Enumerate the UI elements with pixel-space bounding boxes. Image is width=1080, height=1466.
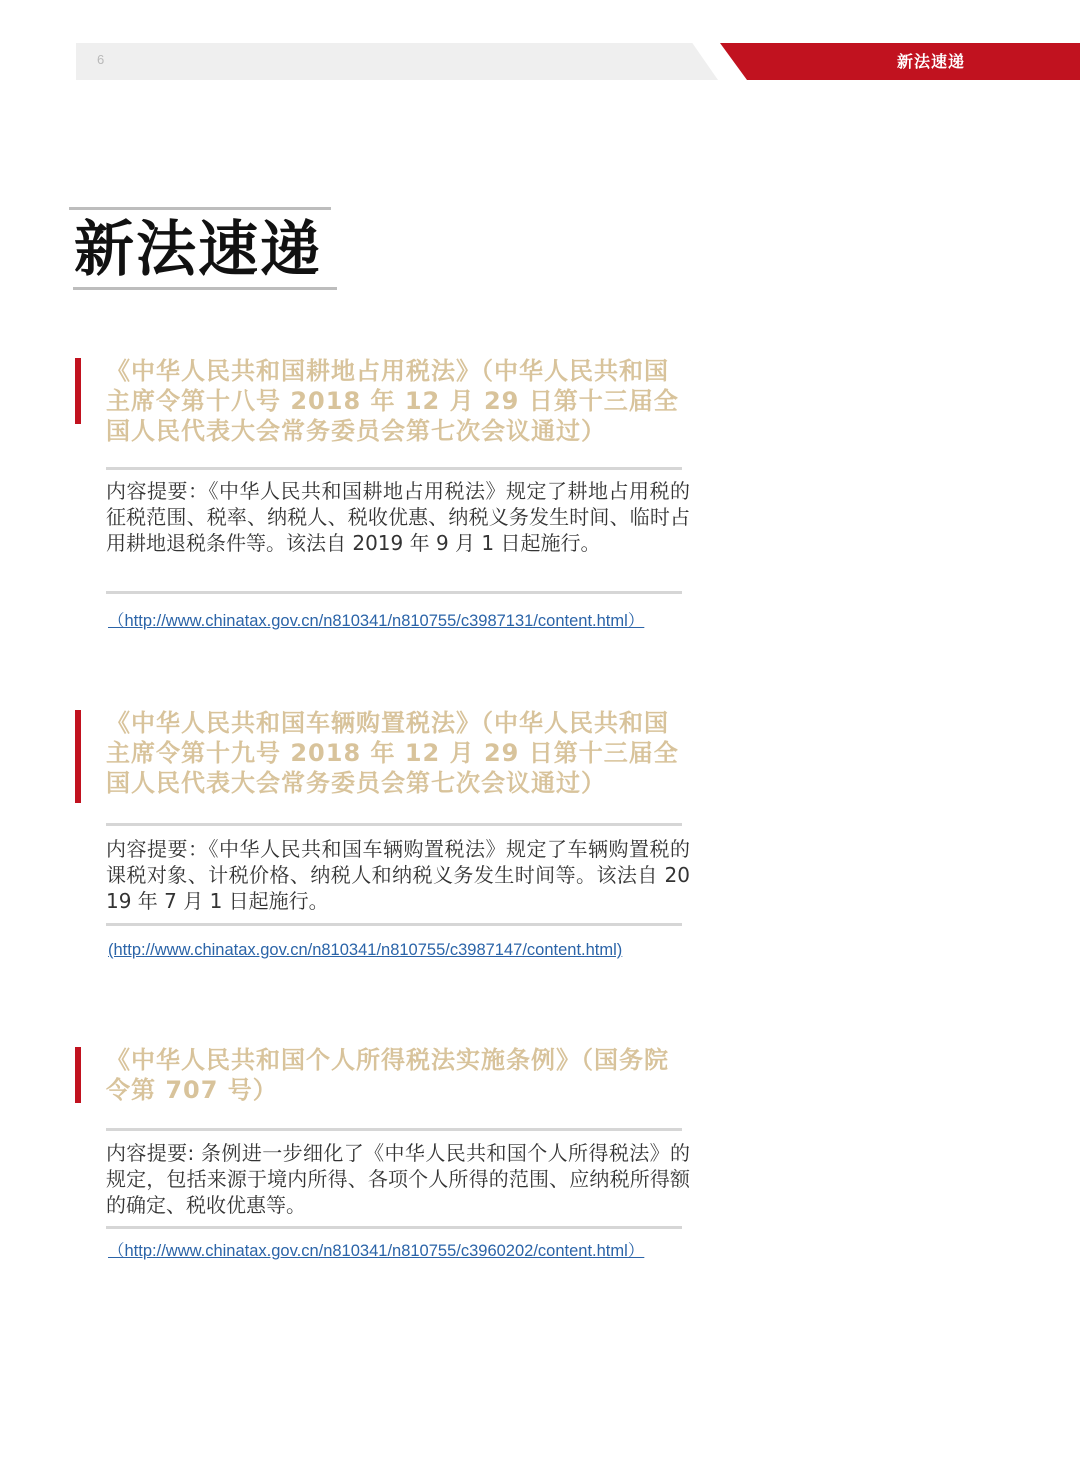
entry-summary: 内容提要: 条例进一步细化了《中华人民共和国个人所得税法》的规定，包括来源于境内所得、各项个人所得的范围、应纳税所得额的确定、税收优惠等。 <box>106 1141 690 1217</box>
entry-accent-bar <box>75 710 81 803</box>
entry-summary: 内容提要：《中华人民共和国耕地占用税法》规定了耕地占用税的征税范围、税率、纳税人、税收优惠、纳税义务发生时间、临时占用耕地退税条件等。该法自 2019 年 9 月 1 日起施行。 <box>106 479 690 555</box>
page-title: 新法速递 <box>74 215 322 285</box>
entry-divider <box>106 923 682 926</box>
header-section-label: 新法速递 <box>897 52 966 71</box>
entry-divider <box>106 823 682 826</box>
entry-accent-bar <box>75 1047 81 1103</box>
entry-accent-bar <box>75 358 81 424</box>
title-rule-bottom <box>73 287 337 290</box>
entry-summary: 内容提要：《中华人民共和国车辆购置税法》规定了车辆购置税的课税对象、计税价格、纳税人和纳税义务发生时间等。该法自 2019 年 7 月 1 日起施行。 <box>106 837 690 913</box>
entry-heading: 《中华人民共和国车辆购置税法》（中华人民共和国主席令第十九号 2018 年 12 月 29 日第十三届全国人民代表大会常务委员会第七次会议通过） <box>106 709 679 797</box>
entry-divider <box>106 1226 682 1229</box>
entry-divider <box>106 591 682 594</box>
title-rule-top <box>69 207 331 210</box>
entry-heading: 《中华人民共和国个人所得税法实施条例》（国务院令第 707 号） <box>106 1046 669 1104</box>
entry-source-link[interactable]: （http://www.chinatax.gov.cn/n810341/n810755/c3960202/content.html） <box>108 1242 645 1260</box>
entry-source-link[interactable]: （http://www.chinatax.gov.cn/n810341/n810755/c3987131/content.html） <box>108 612 645 630</box>
page-number: 6 <box>97 52 105 67</box>
entry-divider <box>106 1128 682 1131</box>
entry-source-link[interactable]: (http://www.chinatax.gov.cn/n810341/n810755/c3987147/content.html) <box>108 941 623 959</box>
header-band <box>76 43 718 80</box>
entry-divider <box>106 467 682 470</box>
entry-heading: 《中华人民共和国耕地占用税法》（中华人民共和国主席令第十八号 2018 年 12 月 29 日第十三届全国人民代表大会常务委员会第七次会议通过） <box>106 357 679 445</box>
